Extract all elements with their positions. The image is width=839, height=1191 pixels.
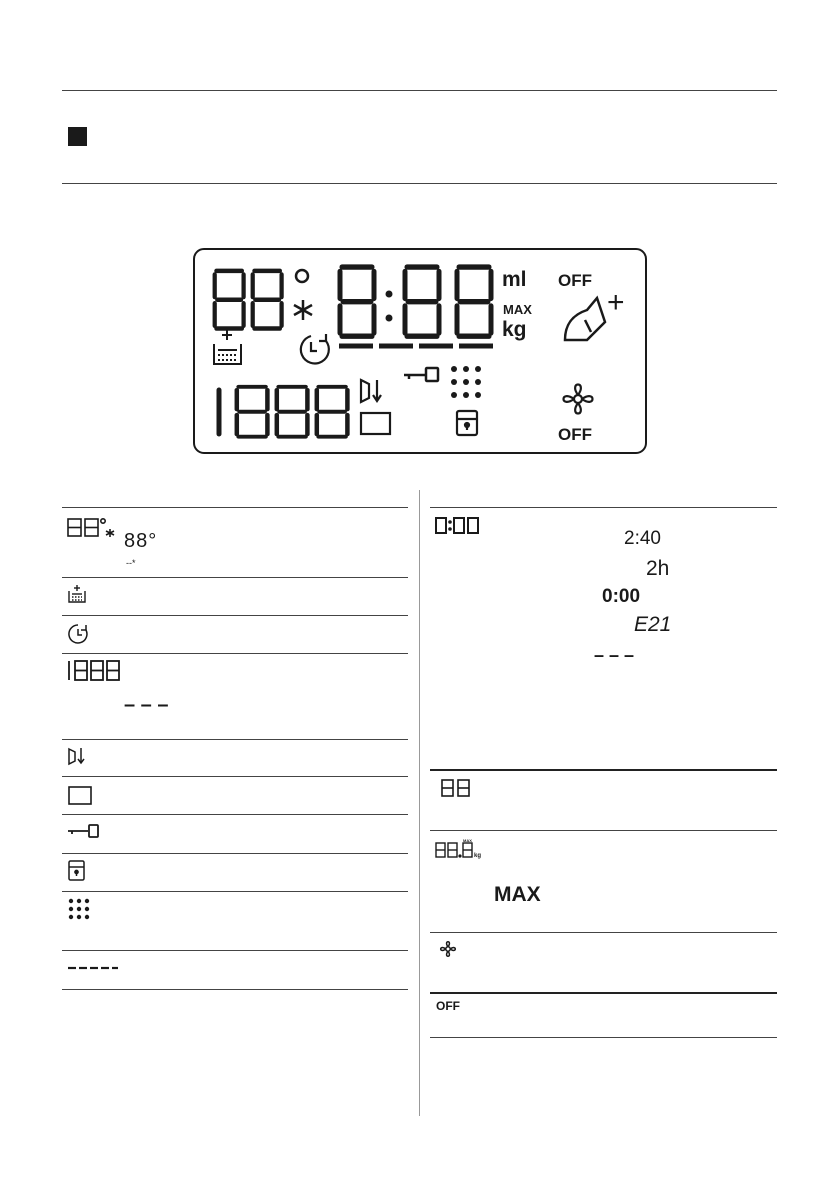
header-rule-bottom [62,183,777,184]
soil-level-dots-icon [451,366,481,398]
weight-max-label: MAX [494,883,541,906]
left-row-rule-8 [62,891,408,892]
header-rule-top [62,90,777,91]
right-table-top-rule [430,507,777,508]
drain-tray-small-icon [66,783,94,807]
spin-dashes: – – – [124,694,169,716]
column-divider [419,490,420,1116]
rinse-hold-small-icon [66,745,90,767]
time-value-dashes: – – – [594,645,635,665]
delay-start-small-icon [66,622,90,646]
weight-88-8-kg-icon [434,838,494,860]
left-row-rule-5 [62,776,408,777]
left-row-rule-9 [62,950,408,951]
time-value-0-00: 0:00 [602,586,641,607]
left-row-rule-7 [62,853,408,854]
digits-88-icon [440,778,472,798]
right-row-rule-4 [430,992,777,994]
left-row-rule-1 [62,577,408,578]
left-row-rule-2 [62,615,408,616]
left-row-rule-3 [62,653,408,654]
right-table-bottom-rule [430,1037,777,1038]
key-small-icon [66,822,102,840]
time-value-e21: E21 [634,613,672,636]
unit-max: MAX [503,302,532,317]
door-lock-small-icon [66,859,88,883]
section-marker [68,127,87,146]
temperature-88-sub: 88° [124,530,158,552]
unit-ml: ml [502,268,527,291]
off-bottom-label: OFF [558,425,592,444]
fan-small-icon [437,938,459,960]
time-0-00-icon [434,516,486,536]
right-row-rule-2 [430,830,777,831]
svg-text:kg: kg [474,853,482,859]
plus-sign: + [607,286,625,319]
temperature-88-icon [66,517,122,539]
unit-kg: kg [502,318,527,341]
right-row-rule-1 [430,769,777,771]
left-row-rule-6 [62,814,408,815]
left-row-rule-4 [62,739,408,740]
temperature-dash-sub: --* [126,558,136,568]
spin-1888-icon [66,659,122,683]
right-row-rule-3 [430,932,777,933]
off-small-label: OFF [436,999,460,1013]
off-top-label: OFF [558,271,592,290]
svg-text:MAX: MAX [463,838,472,843]
time-value-2-40: 2:40 [624,528,661,549]
left-table-bottom-rule [62,989,408,990]
extra-rinse-small-icon [66,583,88,605]
soil-level-dots-small-icon [66,897,92,921]
left-table-top-rule [62,507,408,508]
progress-bar-small-icon [66,963,120,973]
time-value-2h: 2h [646,557,670,580]
lcd-display [193,248,648,456]
